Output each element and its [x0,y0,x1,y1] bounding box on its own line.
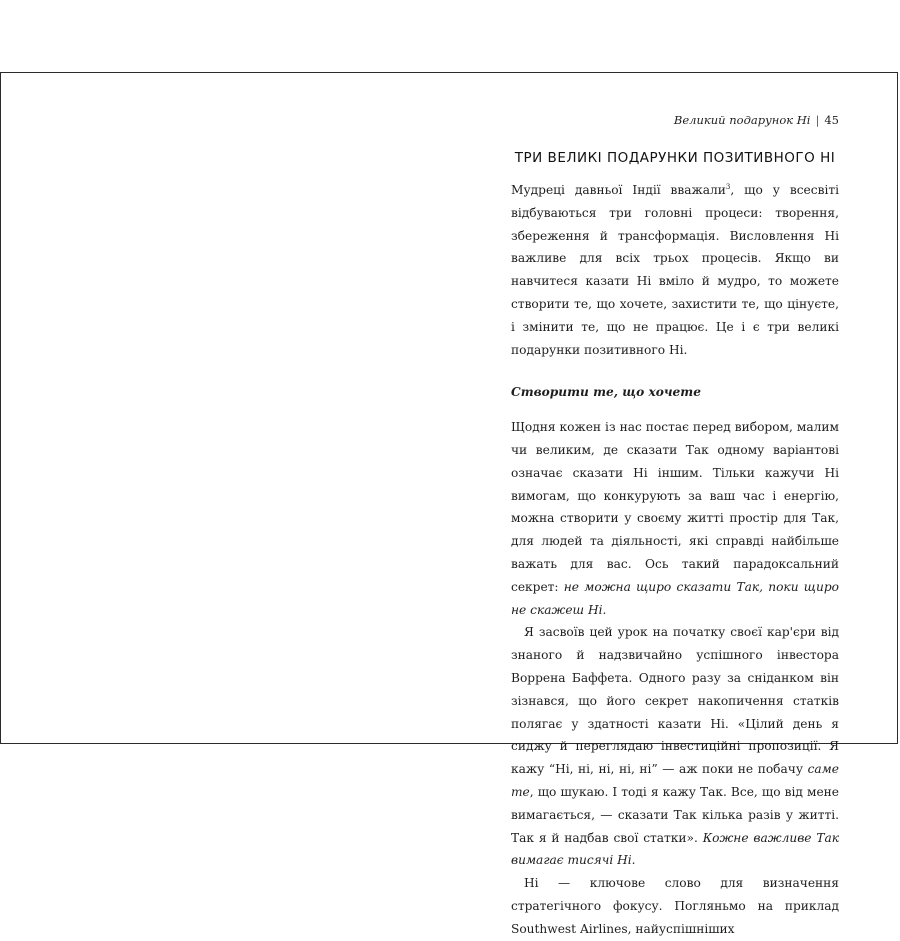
footnote-marker: 3 [725,182,731,191]
right-page [511,113,839,941]
body-paragraph-1 [511,416,839,621]
section-heading: Створити те, що хочете [511,385,701,400]
para1-emphasis: не можна щиро сказати Так, поки щиро не скажеш Ні. [511,579,839,617]
para2-text-1: Я засвоїв цей урок на початку своєї кар'єри від знаного й надзвичайно успішного інвестора Воррена Баффета. Одного разу за сніданком він зізнався, що його секрет накопичення статків полягає у здатності казати Ні. «Цілий день я сиджу й переглядаю інвестиційні пропозиції. Я кажу “Ні, ні, ні, ні, ні” — аж поки не побачу [511,625,839,777]
chapter-title: ТРИ ВЕЛИКІ ПОДАРУНКИ ПОЗИТИВНОГО НІ [514,150,836,166]
para2-emphasis-1: саме те [511,762,839,799]
para3-text: Ні — ключове слово для визначення стратегічного фокусу. Погляньмо на приклад Southwest Airlines, найуспішніших [511,876,839,936]
para2-emphasis-2: Кожне важливе Так вимагає тисячі Ні. [511,830,839,868]
intro-text-end: , що у всесвіті відбуваються три головні процеси: творення, збереження й трансформація. Висловлення Ні важливе для всіх трьох процесів. Якщо ви навчитеся казати Ні вміло й мудро, то можете створити те, що хочете, захистити те, що цінуєте, і змінити те, що не працює. Це і є три великі подарунки позитивного Ні. [511,183,839,357]
running-head [511,113,839,127]
running-head-title: Великий подарунок Ні [673,113,811,127]
body-paragraph-3 [511,872,839,940]
para1-text: Щодня кожен із нас постає перед вибором, малим чи великим, де сказати Так одному варіантові означає сказати Ні іншим. Тільки кажучи Ні вимогам, що конкурують за ваш час і енергію, можна створити у своєму житті простір для Так, для людей та діяльності, які справді найбільше важать для вас. Ось такий парадоксальний секрет: [511,420,839,594]
intro-text-start: Мудреці давньої Індії вважали [511,183,726,197]
running-head-separator: | [815,113,820,127]
page-number: 45 [824,113,839,127]
book-spread [0,72,898,936]
para2-text-2: , що шукаю. І тоді я кажу Так. Все, що від мене вимагається, — сказати Так кілька разів у житті. Так я й надбав свої статки». [511,784,839,845]
intro-paragraph [511,179,839,361]
body-paragraph-2 [511,621,839,872]
